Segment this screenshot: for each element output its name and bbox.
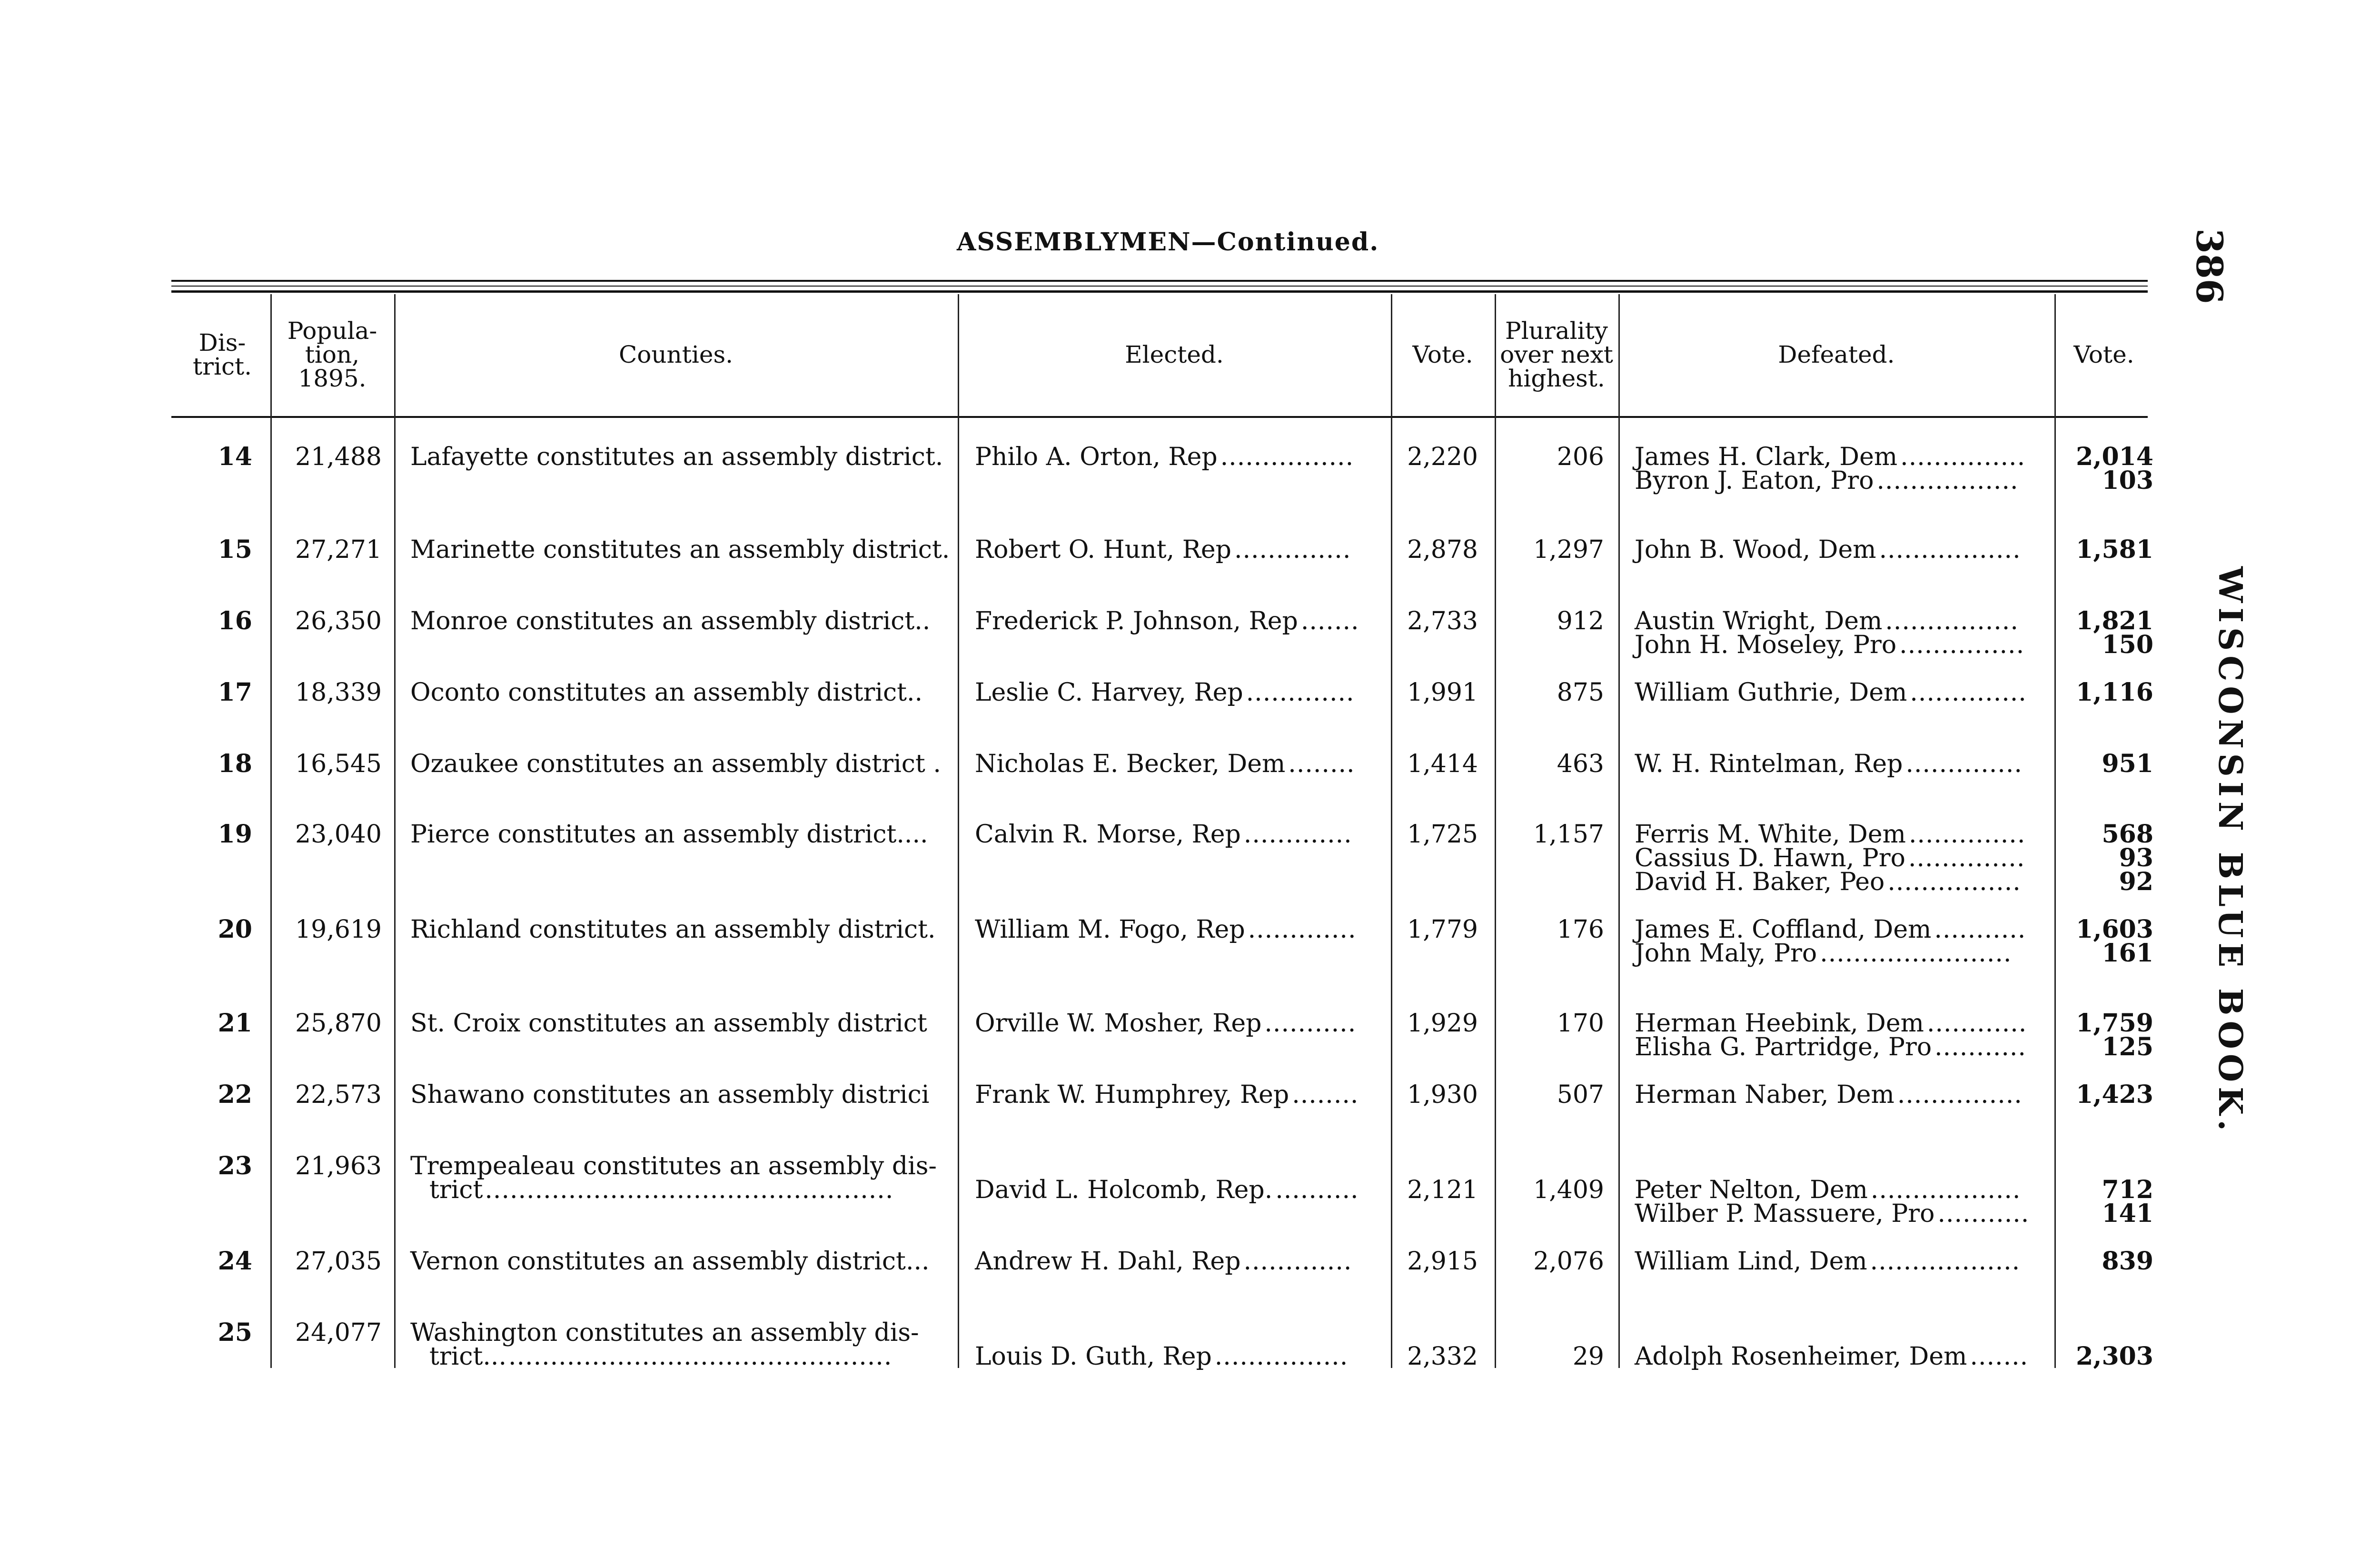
county-description: Trempealeau constitutes an assembly dis- [410, 1152, 937, 1180]
county-description: Lafayette constitutes an assembly district. [410, 443, 943, 471]
plurality-value: 912 [1557, 607, 1604, 635]
defeated-vote: 839 [2102, 1247, 2153, 1276]
plurality-value: 170 [1557, 1009, 1604, 1038]
district-number: 14 [218, 442, 252, 471]
defeated-vote: 1,423 [2076, 1080, 2153, 1109]
elected-name: Robert O. Hunt, Rep [975, 535, 1231, 564]
population-value: 25,870 [295, 1009, 382, 1038]
district-number: 15 [218, 535, 252, 564]
population-value: 21,488 [295, 443, 382, 471]
defeated-name: Adolph Rosenheimer, Dem [1635, 1342, 1967, 1371]
county-description: Monroe constitutes an assembly district.. [410, 607, 931, 635]
leader-dots: ........ [1288, 750, 1355, 778]
defeated-vote: 161 [2102, 939, 2153, 968]
elected-vote: 2,915 [1407, 1247, 1478, 1276]
elected-name: Leslie C. Harvey, Rep [975, 678, 1243, 707]
leader-dots: ........... [1934, 915, 2026, 944]
plurality-value: 29 [1572, 1342, 1604, 1371]
defeated-vote: 1,581 [2076, 535, 2153, 564]
district-number: 19 [218, 820, 252, 849]
top-rule [171, 286, 2148, 287]
elected-vote: 2,121 [1407, 1176, 1478, 1204]
leader-dots: ........... [1264, 1009, 1357, 1038]
defeated-vote: 568 [2102, 820, 2153, 849]
leader-dots: ....... [1300, 607, 1359, 635]
defeated-name: Herman Heebink, Dem [1635, 1009, 1924, 1038]
population-value: 26,350 [295, 607, 382, 635]
defeated-name: James H. Clark, Dem [1635, 443, 1898, 471]
page-number: 386 [2188, 228, 2231, 304]
top-rule [171, 290, 2148, 293]
defeated-name: John H. Moseley, Pro [1635, 631, 1897, 659]
defeated-name: David H. Baker, Peo [1635, 868, 1885, 896]
defeated-vote: 93 [2119, 843, 2153, 872]
plurality-value: 2,076 [1533, 1247, 1604, 1276]
plurality-value: 1,157 [1533, 820, 1604, 849]
population-value: 19,619 [295, 915, 382, 944]
defeated-vote: 125 [2102, 1032, 2153, 1061]
defeated-vote: 1,759 [2076, 1009, 2153, 1038]
population-value: 27,035 [295, 1247, 382, 1276]
column-divider [270, 294, 272, 1368]
leader-dots: ........... [1934, 1033, 2026, 1061]
county-description: Washington constitutes an assembly dis- [410, 1318, 919, 1347]
leader-dots: ....................... [1820, 939, 2012, 968]
column-header-defeated: Defeated. [1778, 341, 1895, 368]
elected-name: Frederick P. Johnson, Rep [975, 607, 1298, 635]
leader-dots: ....... [1970, 1342, 2029, 1371]
population-value: 24,077 [295, 1318, 382, 1347]
elected-vote: 2,220 [1407, 443, 1478, 471]
district-number: 20 [218, 915, 252, 944]
column-header-defeated-vote: Vote. [2073, 341, 2134, 368]
plurality-value: 463 [1557, 750, 1604, 778]
defeated-vote: 2,014 [2076, 442, 2153, 471]
defeated-vote: 2,303 [2076, 1342, 2153, 1371]
defeated-name: James E. Coffland, Dem [1635, 915, 1932, 944]
defeated-name: Austin Wright, Dem [1635, 607, 1883, 635]
defeated-vote: 141 [2102, 1199, 2153, 1228]
county-description: Vernon constitutes an assembly district... [410, 1247, 930, 1276]
plurality-value: 507 [1557, 1080, 1604, 1109]
page-title: ASSEMBLYMEN—Continued. [957, 228, 1379, 257]
elected-vote: 1,725 [1407, 820, 1478, 849]
plurality-value: 1,409 [1533, 1176, 1604, 1204]
elected-name: David L. Holcomb, Rep. [975, 1176, 1273, 1204]
top-rule [171, 280, 2148, 282]
leader-dots: ................ [1214, 1342, 1349, 1371]
district-number: 18 [218, 749, 252, 778]
column-header-counties: Counties. [619, 341, 733, 368]
leader-dots: ................................................. [485, 1176, 894, 1204]
elected-vote: 2,878 [1407, 535, 1478, 564]
leader-dots: ................ [1220, 443, 1354, 471]
district-number: 25 [218, 1318, 252, 1347]
leader-dots: .......... [1275, 1176, 1359, 1204]
leader-dots: .............. [1234, 535, 1351, 564]
column-header-plurality: Plurality over next highest. [1500, 317, 1613, 392]
defeated-name: William Lind, Dem [1635, 1247, 1867, 1276]
leader-dots: ........... [1937, 1199, 2030, 1228]
district-number: 17 [218, 678, 252, 707]
county-description: Richland constitutes an assembly district. [410, 915, 936, 944]
population-value: 16,545 [295, 750, 382, 778]
leader-dots: .................. [1870, 1247, 2021, 1276]
leader-dots: ........ [1292, 1080, 1359, 1109]
defeated-name: W. H. Rintelman, Rep [1635, 750, 1903, 778]
leader-dots: .............. [1908, 844, 2025, 872]
running-title: WISCONSIN BLUE BOOK. [2211, 566, 2249, 1136]
defeated-vote: 103 [2102, 466, 2153, 495]
column-divider [1618, 294, 1620, 1368]
elected-vote: 1,779 [1407, 915, 1478, 944]
elected-vote: 2,332 [1407, 1342, 1478, 1371]
column-header-vote: Vote. [1412, 341, 1473, 368]
column-divider [394, 294, 396, 1368]
defeated-name: Byron J. Eaton, Pro [1635, 466, 1874, 495]
population-value: 21,963 [295, 1152, 382, 1180]
defeated-name: Herman Naber, Dem [1635, 1080, 1894, 1109]
plurality-value: 875 [1557, 678, 1604, 707]
leader-dots: .............. [1908, 820, 2026, 849]
elected-name: William M. Fogo, Rep [975, 915, 1245, 944]
elected-name: Orville W. Mosher, Rep [975, 1009, 1262, 1038]
leader-dots: ............... [1900, 443, 2026, 471]
leader-dots: .............. [1910, 678, 2027, 707]
county-description: Ozaukee constitutes an assembly district . [410, 750, 941, 778]
defeated-name: Cassius D. Hawn, Pro [1635, 844, 1905, 872]
leader-dots: ................. [1879, 535, 2021, 564]
district-number: 16 [218, 606, 252, 635]
column-header-district: Dis- trict. [193, 329, 252, 380]
leader-dots: ............... [1899, 631, 2025, 659]
column-divider [1391, 294, 1392, 1368]
elected-name: Nicholas E. Becker, Dem [975, 750, 1286, 778]
elected-vote: 1,930 [1407, 1080, 1478, 1109]
district-number: 21 [218, 1009, 252, 1038]
leader-dots: ................ [1887, 868, 2021, 896]
column-divider [1495, 294, 1496, 1368]
column-divider [958, 294, 959, 1368]
elected-name: Louis D. Guth, Rep [975, 1342, 1212, 1371]
county-description: St. Croix constitutes an assembly district [410, 1009, 927, 1038]
population-value: 27,271 [295, 535, 382, 564]
district-number: 22 [218, 1080, 252, 1109]
county-description: Shawano constitutes an assembly districi [410, 1080, 930, 1109]
plurality-value: 206 [1557, 443, 1604, 471]
population-value: 18,339 [295, 678, 382, 707]
defeated-vote: 1,116 [2076, 678, 2153, 707]
elected-name: Andrew H. Dahl, Rep [975, 1247, 1241, 1276]
leader-dots: ................ [1885, 607, 2019, 635]
column-divider [2054, 294, 2056, 1368]
district-number: 24 [218, 1247, 252, 1276]
leader-dots: ............. [1243, 820, 1352, 849]
district-number: 23 [218, 1151, 252, 1180]
defeated-vote: 951 [2102, 749, 2153, 778]
defeated-name: Wilber P. Massuere, Pro [1635, 1199, 1935, 1228]
leader-dots: .............................................. [508, 1342, 892, 1371]
defeated-vote: 92 [2119, 867, 2153, 896]
leader-dots: ............. [1243, 1247, 1352, 1276]
leader-dots: ............... [1897, 1080, 2023, 1109]
county-description: Oconto constitutes an assembly district.. [410, 678, 923, 707]
plurality-value: 176 [1557, 915, 1604, 944]
defeated-vote: 712 [2102, 1175, 2153, 1204]
county-description: Marinette constitutes an assembly district. [410, 535, 950, 564]
column-header-population: Popula- tion, 1895. [287, 317, 377, 392]
header-rule [171, 416, 2148, 418]
defeated-vote: 1,603 [2076, 915, 2153, 944]
defeated-vote: 1,821 [2076, 606, 2153, 635]
leader-dots: ............. [1246, 678, 1355, 707]
leader-dots: .............. [1905, 750, 2023, 778]
elected-vote: 1,991 [1407, 678, 1478, 707]
plurality-value: 1,297 [1533, 535, 1604, 564]
county-description: trict [429, 1176, 483, 1204]
population-value: 23,040 [295, 820, 382, 849]
leader-dots: .................. [1870, 1176, 2021, 1204]
defeated-name: William Guthrie, Dem [1635, 678, 1907, 707]
leader-dots: ............ [1926, 1009, 2027, 1038]
defeated-name: Ferris M. White, Dem [1635, 820, 1906, 849]
elected-name: Philo A. Orton, Rep [975, 443, 1218, 471]
elected-name: Frank W. Humphrey, Rep [975, 1080, 1289, 1109]
county-description: trict... [429, 1342, 506, 1371]
defeated-name: Elisha G. Partridge, Pro [1635, 1033, 1932, 1061]
county-description: Pierce constitutes an assembly district.... [410, 820, 928, 849]
defeated-name: John Maly, Pro [1635, 939, 1817, 968]
elected-vote: 1,929 [1407, 1009, 1478, 1038]
elected-vote: 2,733 [1407, 607, 1478, 635]
defeated-name: Peter Nelton, Dem [1635, 1176, 1868, 1204]
population-value: 22,573 [295, 1080, 382, 1109]
elected-name: Calvin R. Morse, Rep [975, 820, 1241, 849]
defeated-name: John B. Wood, Dem [1635, 535, 1876, 564]
leader-dots: ................. [1876, 466, 2019, 495]
defeated-vote: 150 [2102, 630, 2153, 659]
elected-vote: 1,414 [1407, 750, 1478, 778]
column-header-elected: Elected. [1125, 341, 1224, 368]
leader-dots: ............. [1248, 915, 1357, 944]
